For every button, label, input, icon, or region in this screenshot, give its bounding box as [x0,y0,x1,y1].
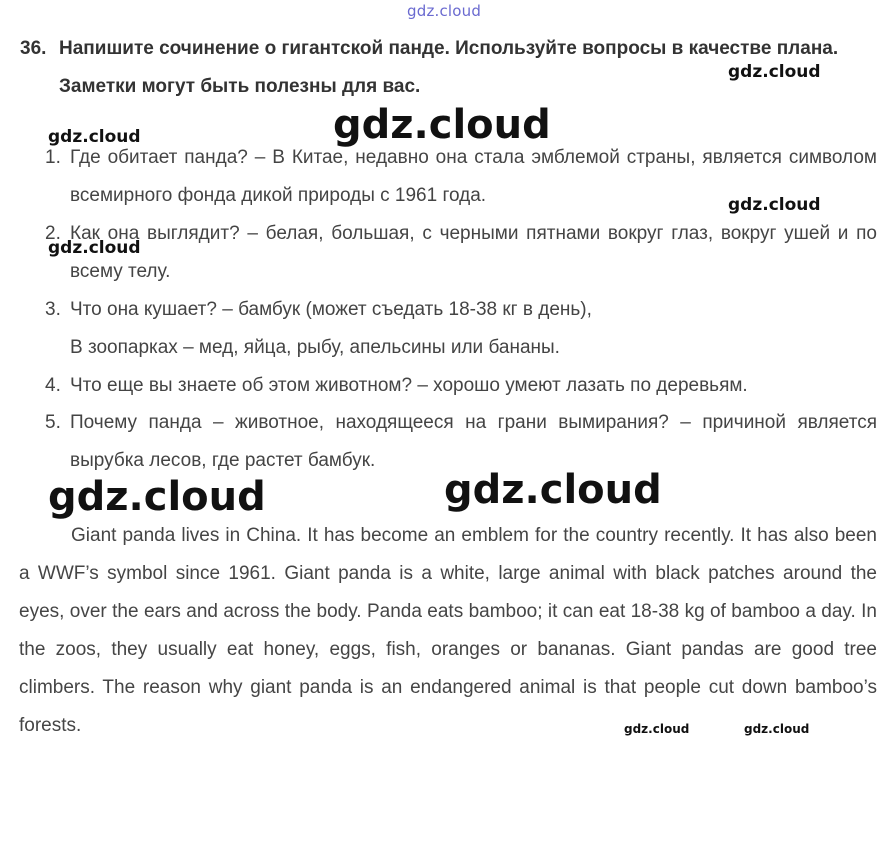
question-number: 1. [45,147,61,168]
watermark: gdz.cloud [728,62,821,82]
task-number: 36. [20,38,47,59]
question-number: 5. [45,412,61,433]
question-text: Что она кушает? – бамбук (может съедать 18-38 кг в день), [70,299,592,320]
watermark: gdz.cloud [48,474,266,520]
watermark: gdz.cloud [444,467,662,513]
question-text: Почему панда – животное, находящееся на грани вымирания? – причиной является вырубка лесов, где растет бамбук. [70,412,877,471]
question-text: Что еще вы знаете об этом животном? – хорошо умеют лазать по деревьям. [70,375,748,396]
watermark: gdz.cloud [333,102,551,148]
question-2 [45,215,877,291]
question-number: 4. [45,375,61,396]
task-text: Напишите сочинение о гигантской панде. Используйте вопросы в качестве плана. Заметки могут быть полезны для вас. [59,38,839,97]
question-number: 2. [45,223,61,244]
question-4 [45,367,877,405]
watermark: gdz.cloud [624,722,690,736]
question-number: 3. [45,299,61,320]
question-3 [45,291,877,367]
watermark: gdz.cloud [728,195,821,215]
watermark: gdz.cloud [48,238,141,258]
question-text: Где обитает панда? – В Китае, недавно она стала эмблемой страны, является символом всемирного фонда дикой природы с 1961 года. [70,147,877,206]
watermark: gdz.cloud [48,127,141,147]
question-text: Как она выглядит? – белая, большая, с черными пятнами вокруг глаз, вокруг ушей и по всему телу. [70,223,877,282]
watermark-top: gdz.cloud [407,2,482,20]
essay-paragraph: Giant panda lives in China. It has become an emblem for the country recently. It has also been a WWF’s symbol since 1961. Giant panda is a white, large animal with black patches around the eyes, over the ears and across the body. Panda eats bamboo; it can eat 18-38 kg of bamboo a day. In the zoos, they usually eat honey, eggs, fish, oranges or bananas. Giant pandas are good tree climbers. The reason why giant panda is an endangered animal is that people cut down bamboo’s forests. [19,525,877,736]
watermark: gdz.cloud [744,722,810,736]
question-text-line2: В зоопарках – мед, яйца, рыбу, апельсины или бананы. [70,337,560,358]
